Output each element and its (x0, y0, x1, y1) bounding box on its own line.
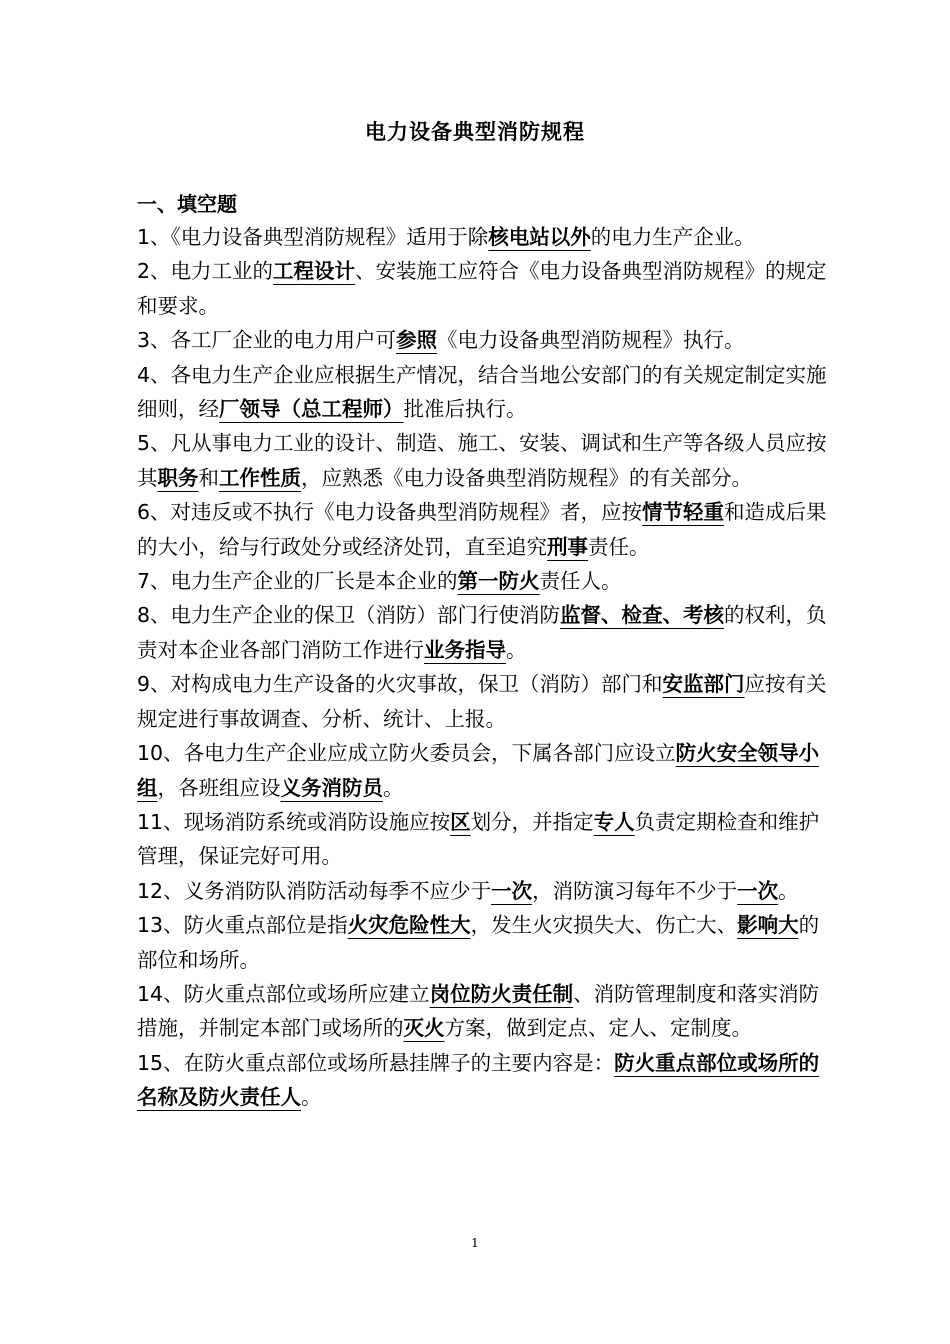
answer-blank: 核电站以外 (488, 225, 591, 249)
answer-blank: 职务 (157, 465, 199, 490)
section-heading: 一、填空题 (137, 192, 237, 216)
answer-blank: 刑事 (547, 534, 588, 559)
question-list (137, 220, 827, 1115)
answer-blank: 防火重点部位或场所的名称及防火责任人 (137, 1050, 820, 1110)
answer-blank: 监督、检查、考核 (560, 603, 725, 628)
question-item: 7、电力生产企业的厂长是本企业的第一防火责任人。 (137, 569, 622, 594)
answer-blank: 义务消防员 (280, 775, 383, 800)
answer-blank: 情节轻重 (642, 500, 725, 525)
answer-blank: 工作性质 (219, 465, 301, 490)
answer-blank: 影响大 (737, 913, 799, 938)
answer-blank: 安监部门 (662, 672, 745, 697)
question-item: 14、防火重点部位或场所应建立岗位防火责任制、消防管理制度和落实消防措施，并制定本部门或场所的灭火方案，做到定点、定人、定制度。 (137, 981, 820, 1041)
answer-blank: 区 (450, 809, 471, 834)
page-title: 电力设备典型消防规程 (365, 120, 585, 144)
answer-blank: 第一防火 (457, 569, 540, 594)
question-item: 12、义务消防队消防活动每季不应少于一次，消防演习每年不少于一次。 (137, 878, 799, 903)
question-item: 3、各工厂企业的电力用户可参照《电力设备典型消防规程》执行。 (137, 328, 745, 353)
answer-blank: 岗位防火责任制 (429, 981, 574, 1006)
answer-blank: 专人 (593, 809, 635, 834)
answer-blank: 火灾危险性大 (347, 913, 471, 938)
answer-blank: 一次 (491, 878, 533, 903)
question-item: 1、《电力设备典型消防规程》适用于除核电站以外的电力生产企业。 (137, 225, 755, 249)
question-item: 8、电力生产企业的保卫（消防）部门行使消防监督、检查、考核的权利，负责对本企业各部门消防工作进行业务指导。 (137, 603, 827, 662)
answer-blank: 工程设计 (273, 259, 356, 284)
answer-blank: 防火安全领导小组 (137, 741, 820, 800)
question-item: 4、各电力生产企业应根据生产情况，结合当地公安部门的有关规定制定实施细则，经厂领导（总工程师）批准后执行。 (137, 362, 827, 422)
question-item: 11、现场消防系统或消防设施应按区划分，并指定专人负责定期检查和维护管理，保证完好可用。 (137, 809, 820, 869)
question-item: 10、各电力生产企业应成立防火委员会，下属各部门应设立防火安全领导小组，各班组应设义务消防员。 (137, 741, 820, 800)
answer-blank: 参照 (396, 328, 438, 353)
answer-blank: 一次 (737, 878, 779, 903)
question-item: 13、防火重点部位是指火灾危险性大，发生火灾损失大、伤亡大、影响大的部位和场所。 (137, 913, 820, 972)
answer-blank: 业务指导 (424, 637, 506, 662)
question-item: 5、凡从事电力工业的设计、制造、施工、安装、调试和生产等各级人员应按其职务和工作性质，应熟悉《电力设备典型消防规程》的有关部分。 (137, 431, 827, 490)
answer-blank: 厂领导（总工程师） (219, 397, 404, 422)
question-item: 2、电力工业的工程设计、安装施工应符合《电力设备典型消防规程》的规定和要求。 (137, 259, 827, 318)
question-item: 9、对构成电力生产设备的火灾事故，保卫（消防）部门和安监部门应按有关规定进行事故调查、分析、统计、上报。 (137, 672, 827, 731)
question-item: 15、在防火重点部位或场所悬挂牌子的主要内容是：防火重点部位或场所的名称及防火责任人。 (137, 1050, 820, 1110)
page-number: 1 (471, 1236, 479, 1250)
question-item: 6、对违反或不执行《电力设备典型消防规程》者，应按情节轻重和造成后果的大小，给与行政处分或经济处罚，直至追究刑事责任。 (137, 500, 827, 559)
answer-blank: 灭火 (403, 1016, 445, 1041)
